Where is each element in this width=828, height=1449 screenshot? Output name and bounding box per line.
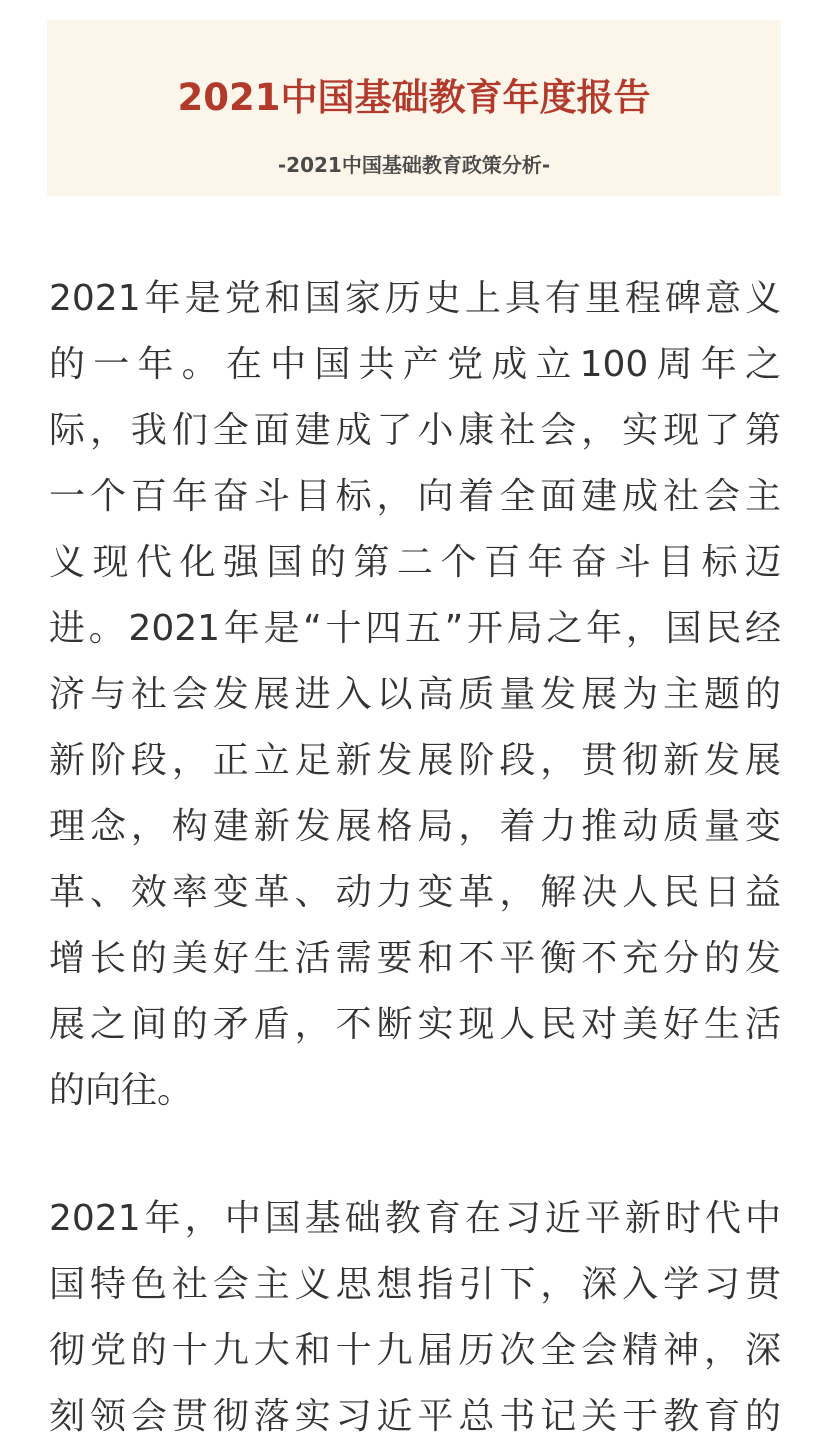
paragraph-line: 际，我们全面建成了小康社会，实现了第 — [49, 410, 781, 451]
article-paragraph-1 — [49, 266, 781, 1124]
article-paragraph-2 — [49, 1186, 781, 1449]
paragraph-line: 刻领会贯彻落实习近平总书记关于教育的 — [49, 1396, 781, 1437]
paragraph-line: 展之间的矛盾，不断实现人民对美好生活 — [49, 1004, 781, 1045]
paragraph-line: 增长的美好生活需要和不平衡不充分的发 — [49, 938, 781, 979]
paragraph-line: 一个百年奋斗目标，向着全面建成社会主 — [49, 476, 781, 517]
paragraph-line: 新阶段，正立足新发展阶段，贯彻新发展 — [49, 740, 781, 781]
paragraph-line: 义现代化强国的第二个百年奋斗目标迈 — [49, 542, 781, 583]
paragraph-line: 国特色社会主义思想指引下，深入学习贯 — [49, 1264, 781, 1305]
report-header-banner — [47, 20, 781, 196]
paragraph-line: 进。2021年是“十四五”开局之年，国民经 — [49, 608, 781, 649]
paragraph-line: 的向往。 — [49, 1070, 194, 1111]
paragraph-line: 理念，构建新发展格局，着力推动质量变 — [49, 806, 781, 847]
paragraph-line: 济与社会发展进入以高质量发展为主题的 — [49, 674, 781, 715]
paragraph-line: 彻党的十九大和十九届历次全会精神，深 — [49, 1330, 781, 1371]
report-title: 2021中国基础教育年度报告 — [177, 76, 651, 119]
paragraph-line: 革、效率变革、动力变革，解决人民日益 — [49, 872, 781, 913]
paragraph-line: 的一年。在中国共产党成立100周年之 — [49, 344, 781, 385]
paragraph-line: 2021年，中国基础教育在习近平新时代中 — [49, 1198, 781, 1239]
paragraph-line: 2021年是党和国家历史上具有里程碑意义 — [49, 278, 781, 319]
report-subtitle: -2021中国基础教育政策分析- — [277, 153, 551, 177]
